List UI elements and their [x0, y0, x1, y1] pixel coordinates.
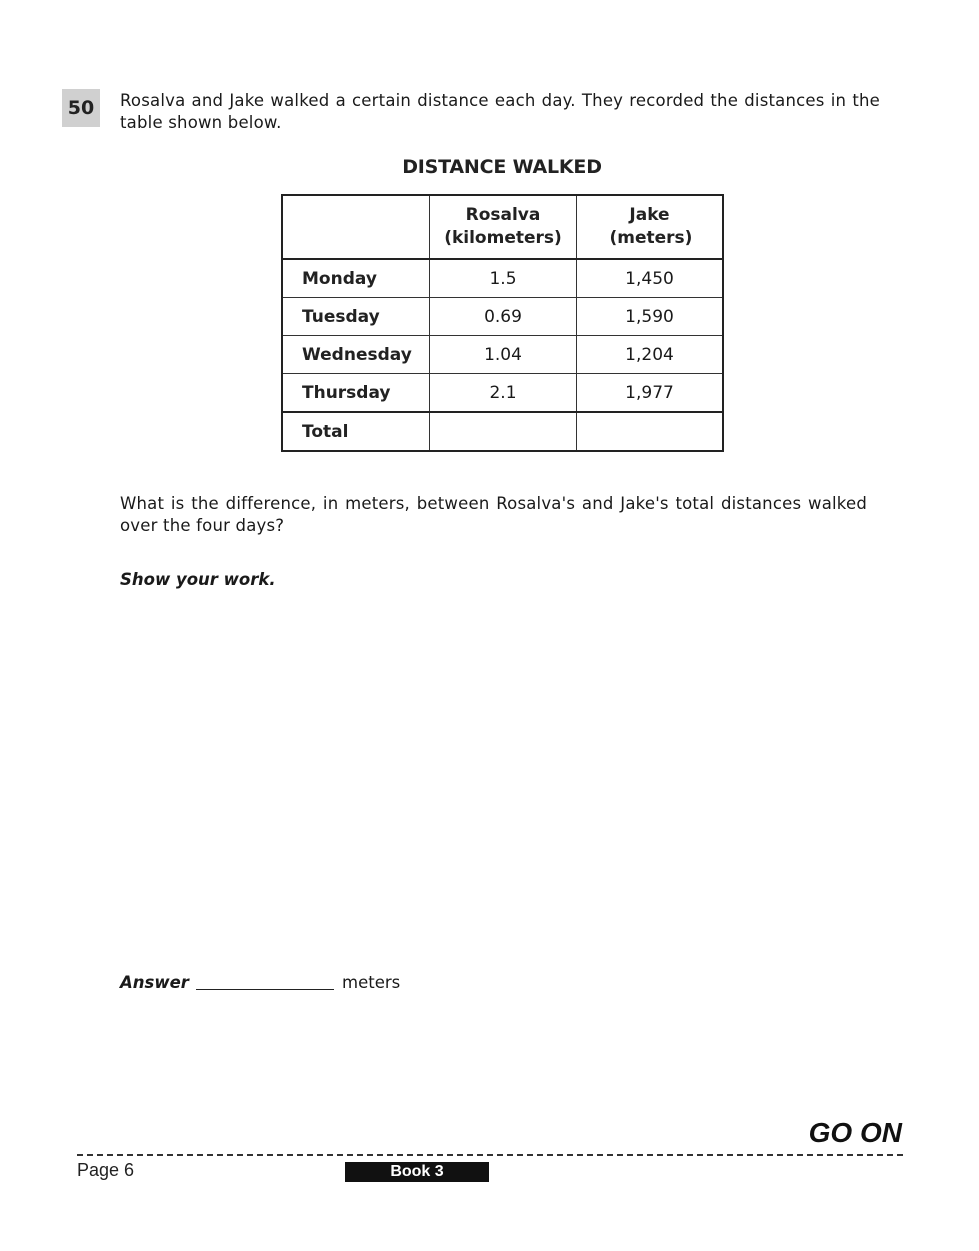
row-jake-value: 1,204	[577, 336, 724, 374]
show-work-instruction: Show your work.	[120, 570, 276, 589]
row-jake-value: 1,450	[577, 259, 724, 298]
row-day: Tuesday	[282, 298, 430, 336]
table-title: DISTANCE WALKED	[402, 156, 602, 178]
table-header-jake	[577, 195, 724, 259]
footer-divider	[77, 1154, 903, 1156]
table-row	[282, 298, 723, 336]
total-rosalva-cell[interactable]	[430, 412, 577, 451]
table-header-jake-label: Jake (meters)	[609, 205, 693, 248]
question-text: What is the difference, in meters, between Rosalva's and Jake's total distances walked over the four days?	[120, 494, 867, 535]
row-jake-value: 1,590	[577, 298, 724, 336]
table-header-rosalva	[430, 195, 577, 259]
table-row	[282, 259, 723, 298]
row-rosalva-value: 0.69	[430, 298, 577, 336]
table-header-rosalva-label: Rosalva (kilometers)	[444, 205, 562, 248]
answer-unit: meters	[342, 973, 401, 992]
row-rosalva-value: 1.04	[430, 336, 577, 374]
table-row	[282, 336, 723, 374]
row-day: Monday	[282, 259, 430, 298]
total-jake-cell[interactable]	[577, 412, 724, 451]
row-jake-value: 1,977	[577, 374, 724, 413]
row-rosalva-value: 1.5	[430, 259, 577, 298]
row-day: Thursday	[282, 374, 430, 413]
page-number: Page 6	[77, 1160, 135, 1180]
book-label: Book 3	[345, 1162, 489, 1182]
answer-label: Answer	[120, 973, 189, 992]
distance-table	[281, 194, 724, 452]
row-day: Wednesday	[282, 336, 430, 374]
total-label: Total	[282, 412, 430, 451]
table-header-row	[282, 195, 723, 259]
answer-blank[interactable]	[196, 974, 334, 990]
table-header-blank	[282, 195, 430, 259]
question-prompt: Rosalva and Jake walked a certain distance each day. They recorded the distances in the table shown below.	[120, 91, 880, 132]
row-rosalva-value: 2.1	[430, 374, 577, 413]
go-on-label: GO ON	[808, 1117, 902, 1148]
question-number: 50	[62, 89, 100, 127]
table-total-row	[282, 412, 723, 451]
table-row	[282, 374, 723, 413]
